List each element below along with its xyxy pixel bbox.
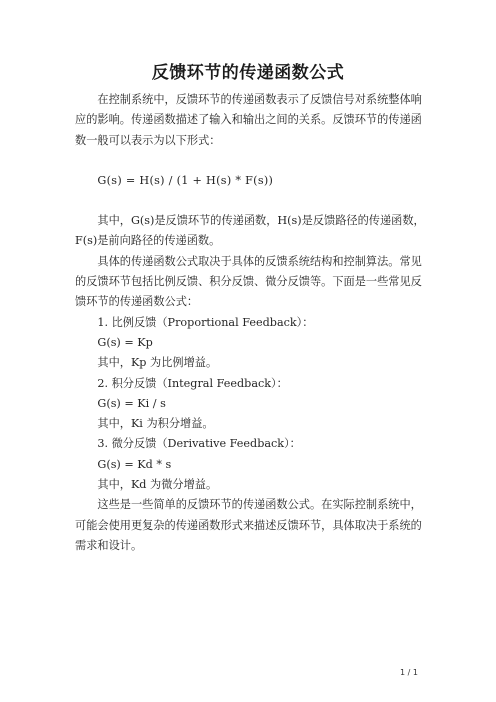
- page-number: 1 / 1: [400, 668, 418, 677]
- item-formula: G(s) = Kp: [97, 335, 153, 349]
- explanation-paragraph: 其中，G(s)是反馈环节的传递函数，H(s)是反馈路径的传递函数，F(s)是前向路径的传递函数。: [75, 214, 425, 248]
- item-heading: 1. 比例反馈（Proportional Feedback）：: [97, 315, 314, 329]
- item-note: 其中，Kd 为微分增益。: [97, 478, 218, 492]
- item-note: 其中，Kp 为比例增益。: [97, 356, 218, 370]
- item-formula: G(s) = Ki / s: [97, 396, 166, 410]
- context-paragraph: 具体的传递函数公式取决于具体的反馈系统结构和控制算法。常见的反馈环节包括比例反馈、积分反馈、微分反馈等。下面是一些常见反馈环节的传递函数公式：: [75, 254, 422, 309]
- main-formula: G(s) = H(s) / (1 + H(s) * F(s)): [97, 173, 274, 187]
- item-heading: 3. 微分反馈（Derivative Feedback）：: [97, 437, 301, 451]
- document-title: 反馈环节的传递函数公式: [151, 63, 345, 83]
- item-heading: 2. 积分反馈（Integral Feedback）：: [97, 376, 288, 390]
- conclusion-paragraph: 这些是一些简单的反馈环节的传递函数公式。在实际控制系统中，可能会使用更复杂的传递函数形式来描述反馈环节，具体取决于系统的需求和设计。: [75, 498, 422, 552]
- item-note: 其中，Ki 为积分增益。: [97, 417, 214, 431]
- intro-paragraph: 在控制系统中，反馈环节的传递函数表示了反馈信号对系统整体响应的影响。传递函数描述了输入和输出之间的关系。反馈环节的传递函数一般可以表示为以下形式：: [75, 93, 422, 147]
- item-formula: G(s) = Kd * s: [97, 457, 172, 471]
- document-body: [75, 90, 425, 556]
